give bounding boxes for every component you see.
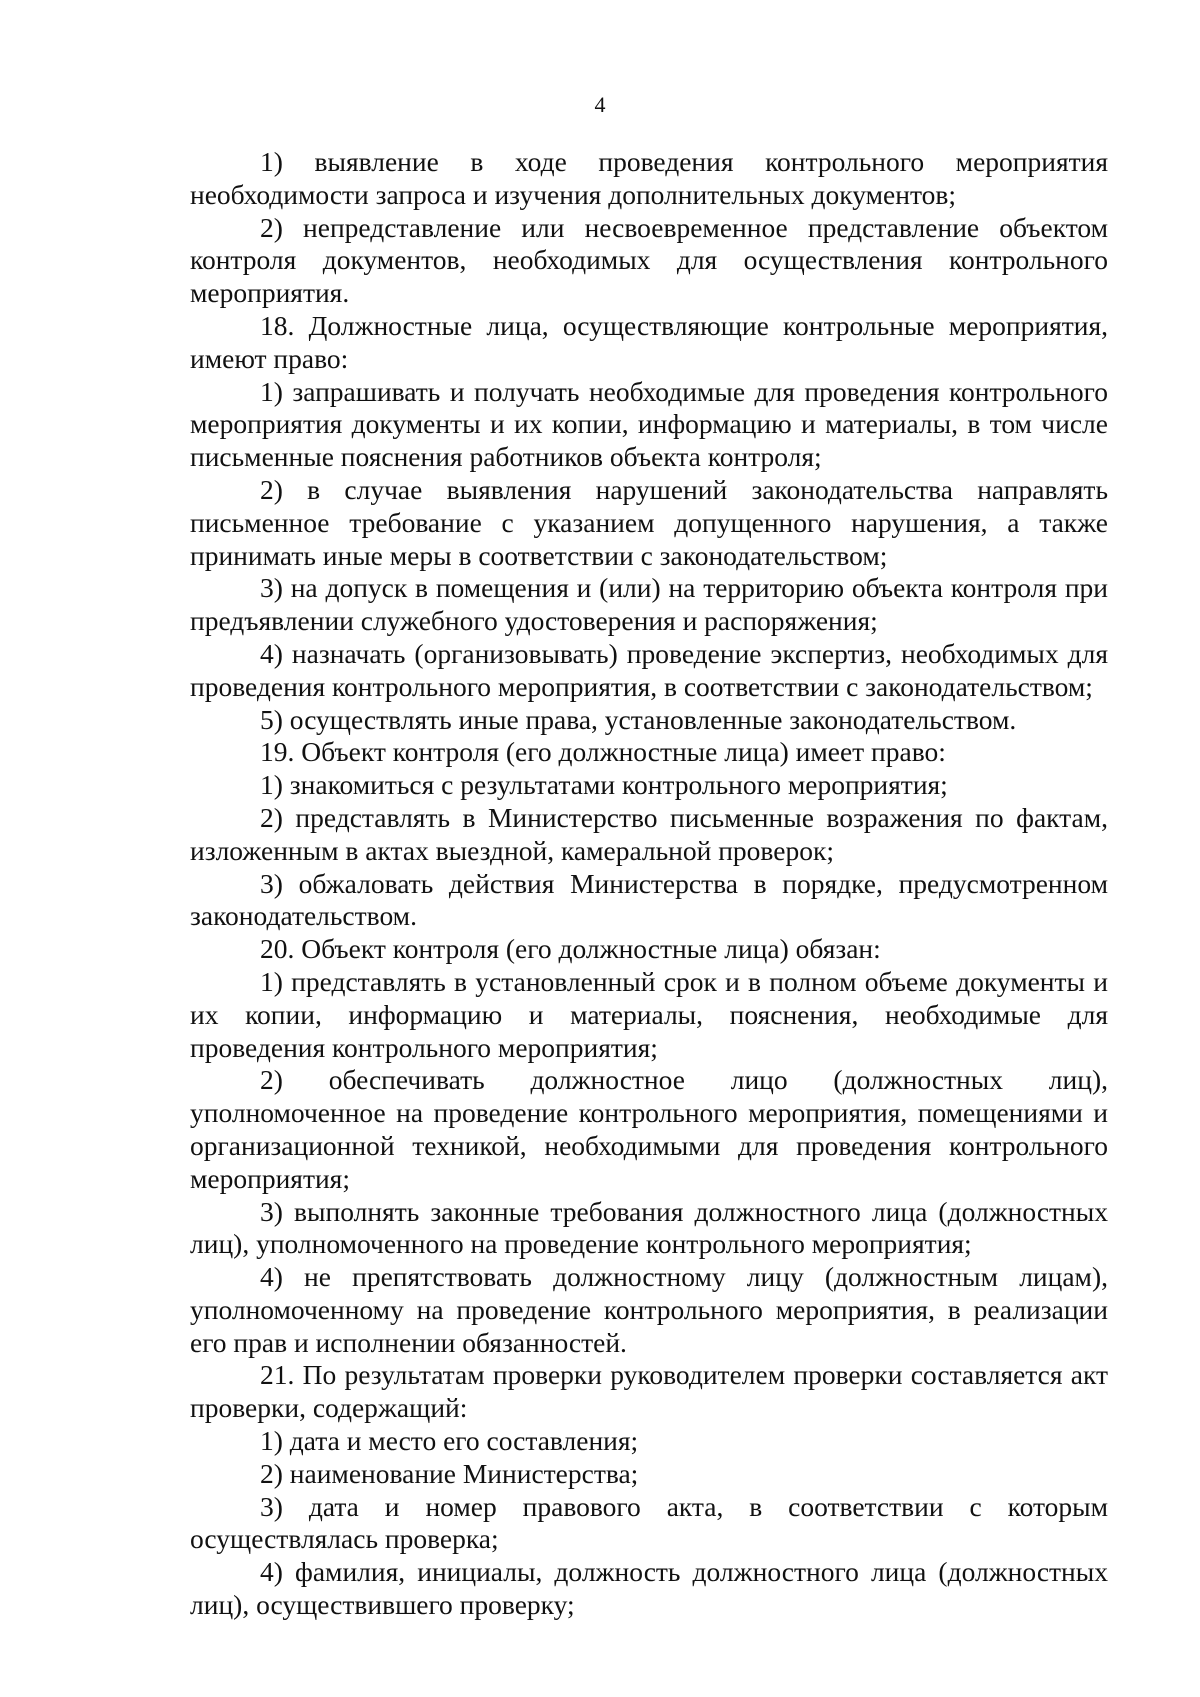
paragraph: 3) дата и номер правового акта, в соответствии с которым осуществлялась проверка;	[190, 1490, 1108, 1555]
paragraph: 4) назначать (организовывать) проведение экспертиз, необходимых для проведения контрольного мероприятия, в соответствии с законодательством;	[190, 637, 1108, 702]
paragraph: 5) осуществлять иные права, установленные законодательством.	[260, 703, 1017, 735]
paragraph: 4) не препятствовать должностному лицу (должностным лицам), уполномоченному на проведение контрольного мероприятия, в реализации его прав и исполнении обязанностей.	[190, 1261, 1108, 1358]
paragraph: 1) запрашивать и получать необходимые для проведения контрольного мероприятия документы и их копии, информацию и материалы, в том числе письменные пояснения работников объекта контроля;	[190, 375, 1108, 473]
paragraph: 2) в случае выявления нарушений законодательства направлять письменное требование с указанием допущенного нарушения, а также принимать иные меры в соответствии с законодательством;	[190, 473, 1108, 571]
paragraph: 2) наименование Министерства;	[260, 1457, 639, 1489]
paragraph: 2) представлять в Министерство письменные возражения по фактам, изложенным в актах выездной, камеральной проверок;	[190, 801, 1108, 866]
paragraph: 2) обеспечивать должностное лицо (должностных лиц), уполномоченное на проведение контрольного мероприятия, помещениями и организационной техникой, необходимыми для проведения контрольного мероприятия;	[190, 1064, 1108, 1194]
paragraph: 18. Должностные лица, осуществляющие контрольные мероприятия, имеют право:	[190, 309, 1108, 374]
paragraph: 3) выполнять законные требования должностного лица (должностных лиц), уполномоченного на проведение контрольного мероприятия;	[190, 1195, 1108, 1260]
page-number: 4	[594, 92, 606, 117]
paragraph: 1) знакомиться с результатами контрольного мероприятия;	[260, 769, 948, 801]
paragraph: 4) фамилия, инициалы, должность должностного лица (должностных лиц), осуществившего проверку;	[190, 1556, 1108, 1621]
paragraph: 1) представлять в установленный срок и в полном объеме документы и их копии, информацию и материалы, пояснения, необходимые для проведения контрольного мероприятия;	[190, 965, 1108, 1063]
paragraph: 3) на допуск в помещения и (или) на территорию объекта контроля при предъявлении служебного удостоверения и распоряжения;	[190, 572, 1108, 637]
paragraph: 20. Объект контроля (его должностные лица) обязан:	[260, 933, 881, 965]
paragraph: 19. Объект контроля (его должностные лица) имеет право:	[260, 736, 946, 768]
paragraph: 1) дата и место его составления;	[260, 1425, 639, 1457]
paragraph: 2) непредставление или несвоевременное представление объектом контроля документов, необходимых для осуществления контрольного мероприятия.	[190, 211, 1108, 309]
paragraph: 3) обжаловать действия Министерства в порядке, предусмотренном законодательством.	[190, 867, 1108, 932]
document-body	[190, 146, 1108, 1622]
paragraph: 1) выявление в ходе проведения контрольного мероприятия необходимости запроса и изучения дополнительных документов;	[190, 146, 1108, 210]
paragraph: 21. По результатам проверки руководителем проверки составляется акт проверки, содержащий:	[190, 1359, 1108, 1424]
